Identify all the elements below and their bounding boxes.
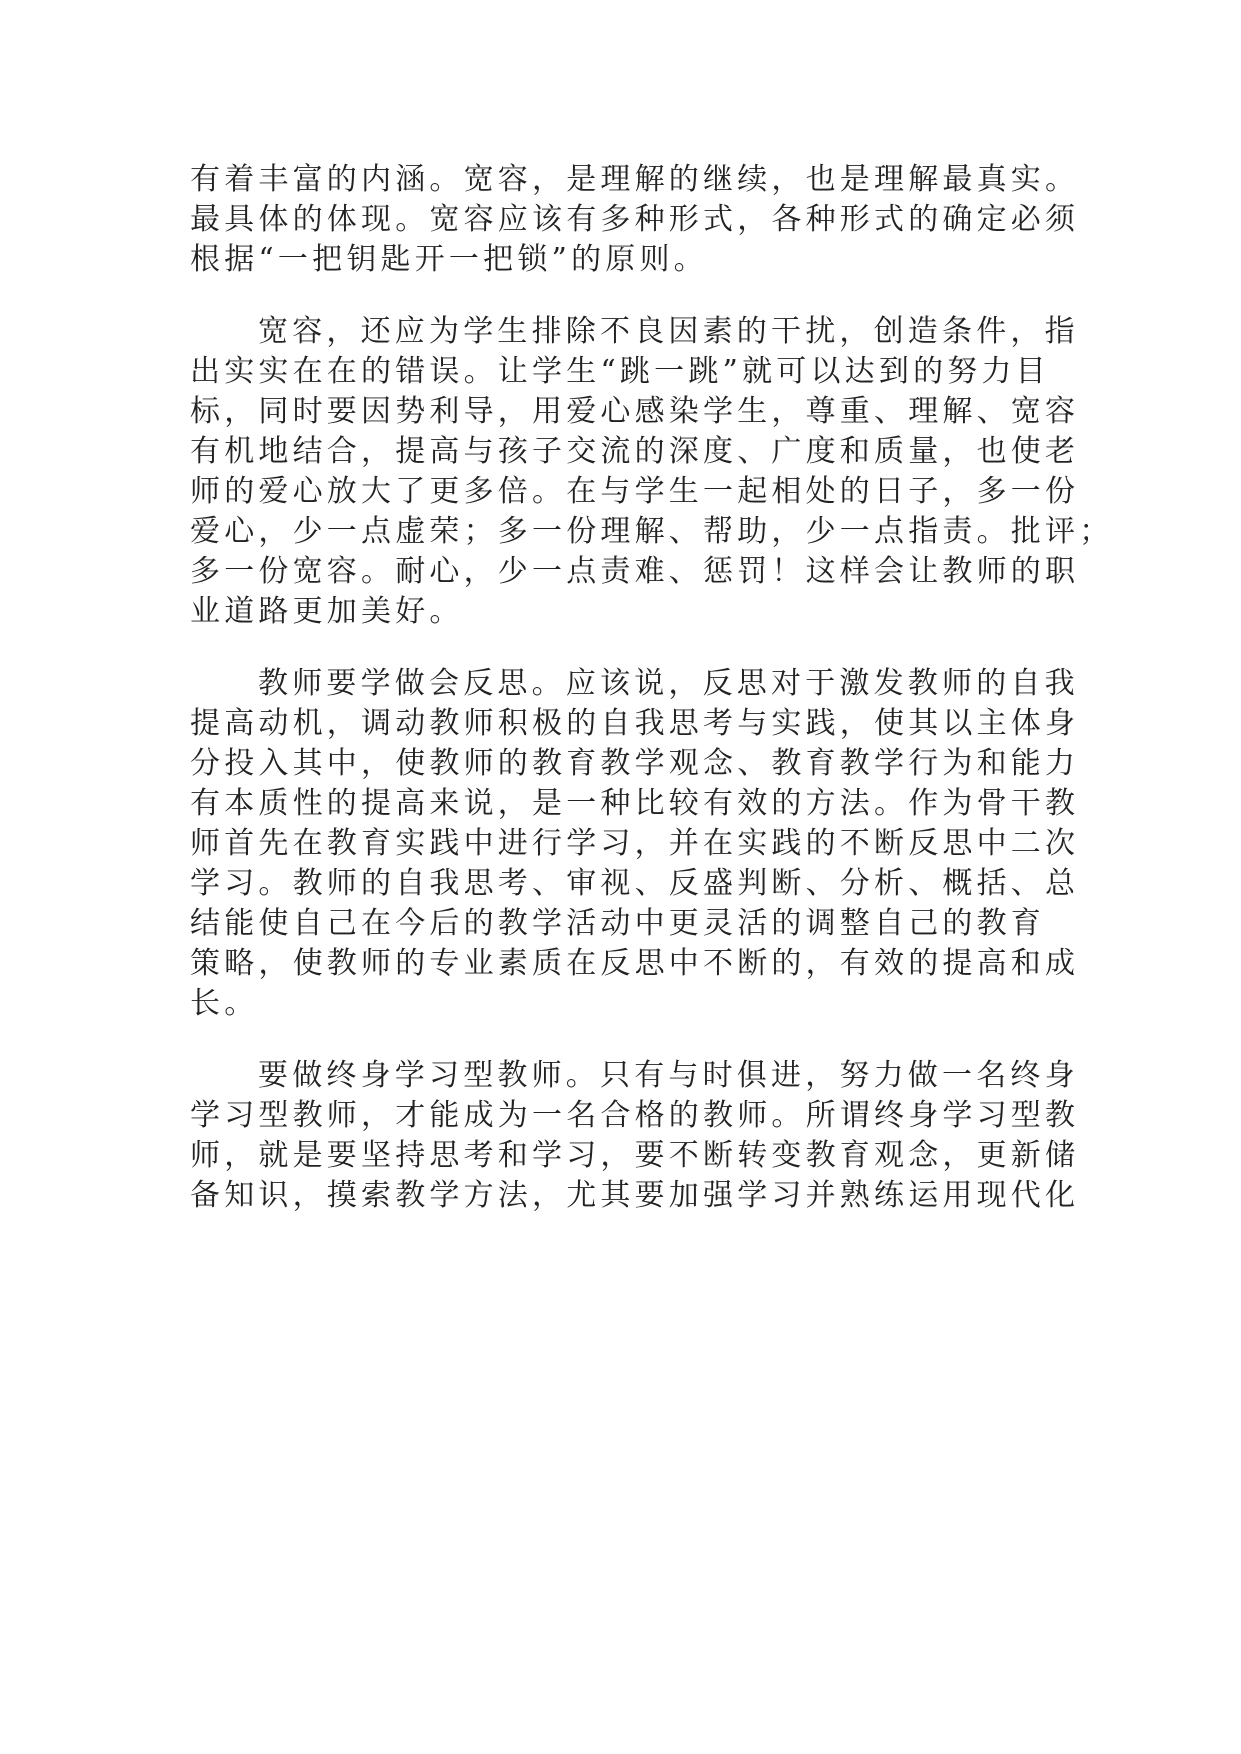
- text-line: 长。: [190, 986, 259, 1021]
- text-line: 学习型教师，才能成为一名合格的教师。所谓终身学习型教: [190, 1098, 1080, 1133]
- text-line: 要做终身学习型教师。只有与时俱进，努力做一名终身: [258, 1058, 1079, 1093]
- text-line: 标，同时要因势利导，用爱心感染学生，尊重、理解、宽容: [190, 394, 1080, 429]
- text-line: 学习。教师的自我思考、审视、反盛判断、分析、概括、总: [190, 866, 1080, 901]
- text-line: 结能使自己在今后的教学活动中更灵活的调整自己的教育: [190, 906, 1045, 941]
- text-line: 多一份宽容。耐心，少一点责难、惩罚！这样会让教师的职: [190, 554, 1080, 589]
- text-line: 分投入其中，使教师的教育教学观念、教育教学行为和能力: [190, 746, 1080, 781]
- paragraph-2: [190, 312, 1114, 632]
- text-line: 有本质性的提高来说，是一种比较有效的方法。作为骨干教: [190, 786, 1080, 821]
- text-line: 出实实在在的错误。让学生“跳一跳”就可以达到的努力目: [190, 354, 1050, 389]
- text-line: 备知识，摸索教学方法，尤其要加强学习并熟练运用现代化: [190, 1178, 1080, 1213]
- text-line: 提高动机，调动教师积极的自我思考与实践，使其以主体身: [190, 706, 1080, 741]
- text-line: 宽容，还应为学生排除不良因素的干扰，创造条件，指: [258, 314, 1079, 349]
- text-line: 最具体的体现。宽容应该有多种形式，各种形式的确定必须: [190, 202, 1080, 237]
- text-line: 有机地结合，提高与孩子交流的深度、广度和质量，也使老: [190, 434, 1080, 469]
- paragraph-1: [190, 160, 1080, 280]
- text-line: 师首先在教育实践中进行学习，并在实践的不断反思中二次: [190, 826, 1080, 861]
- text-line: 爱心，少一点虚荣；多一份理解、帮助，少一点指责。批评；: [190, 514, 1114, 549]
- text-line: 业道路更加美好。: [190, 594, 464, 629]
- text-line: 教师要学做会反思。应该说，反思对于激发教师的自我: [258, 666, 1079, 701]
- body-text: [190, 160, 1114, 1216]
- paragraph-4: [190, 1056, 1080, 1216]
- text-line: 师的爱心放大了更多倍。在与学生一起相处的日子，多一份: [190, 474, 1080, 509]
- text-line: 有着丰富的内涵。宽容，是理解的继续，也是理解最真实。: [190, 162, 1080, 197]
- text-line: 策略，使教师的专业素质在反思中不断的，有效的提高和成: [190, 946, 1080, 981]
- text-line: 根据“一把钥匙开一把锁”的原则。: [190, 242, 708, 277]
- text-line: 师，就是要坚持思考和学习，要不断转变教育观念，更新储: [190, 1138, 1080, 1173]
- paragraph-3: [190, 664, 1080, 1024]
